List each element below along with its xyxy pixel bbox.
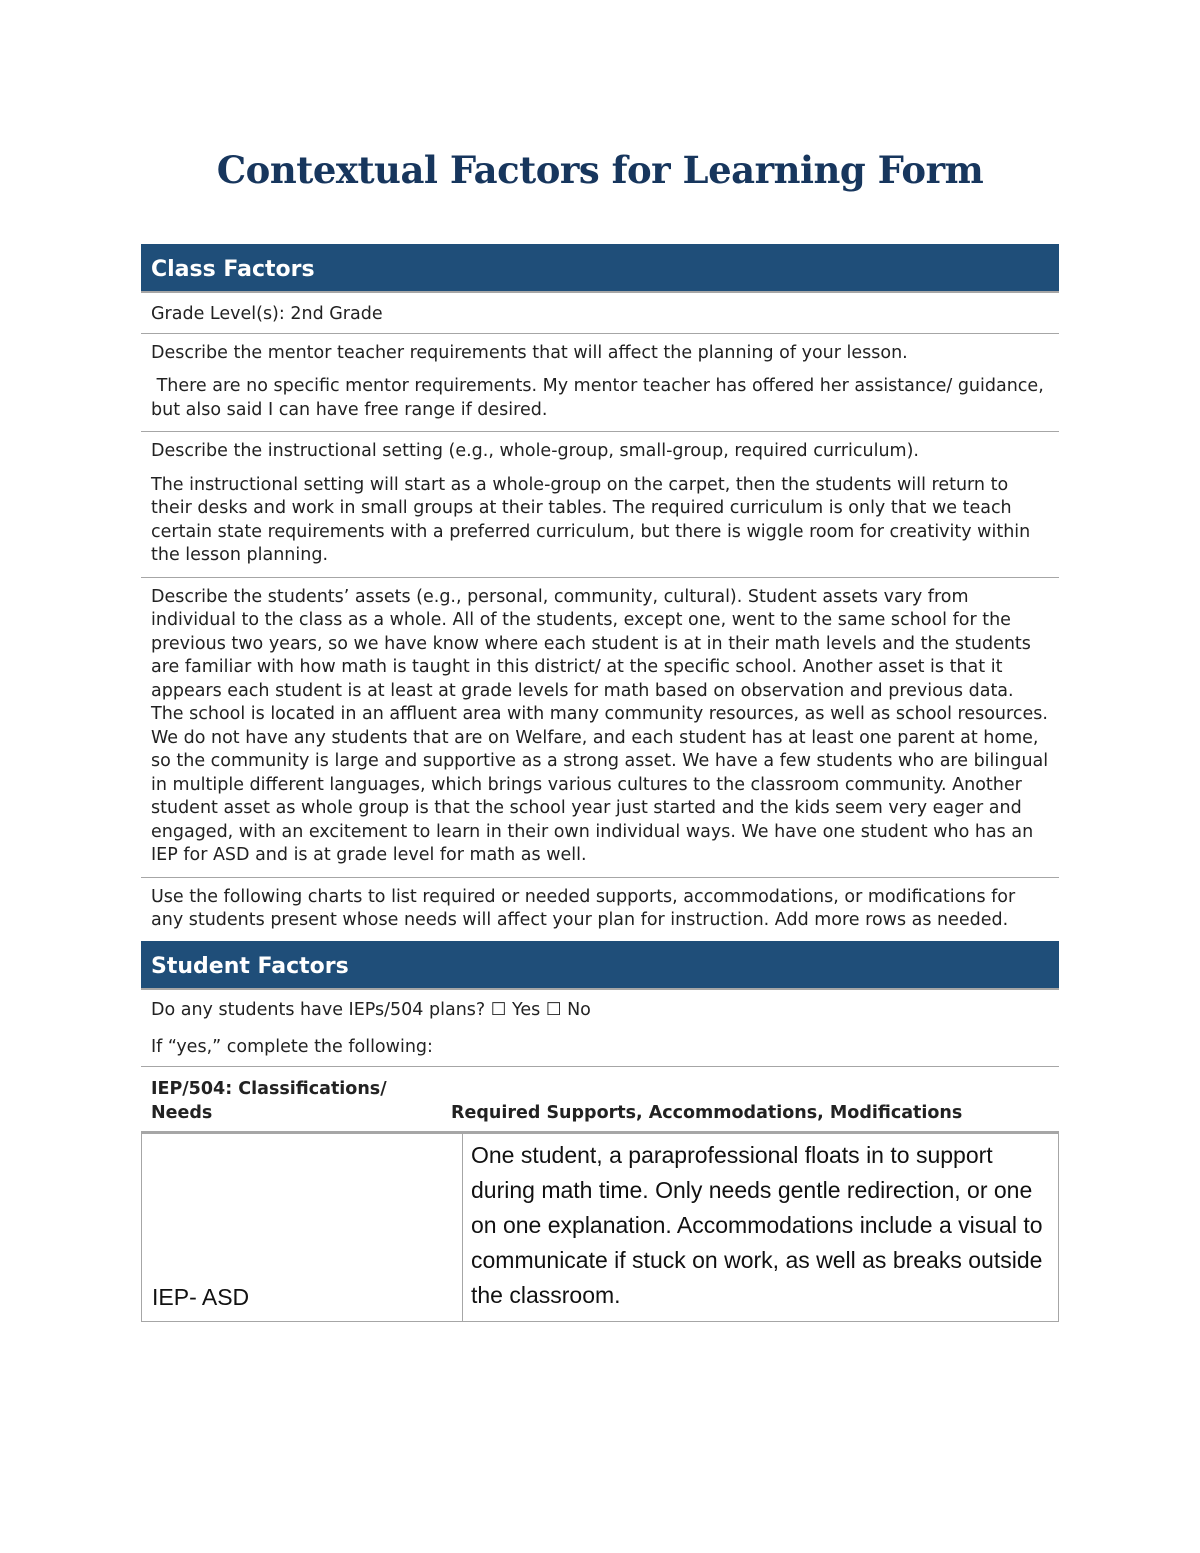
iep-classification-column-header: IEP/504: Classifications/ Needs xyxy=(151,1078,387,1123)
table-row xyxy=(142,1133,1059,1321)
page-title: Contextual Factors for Learning Form xyxy=(216,148,984,192)
student-assets-text[interactable]: Describe the students’ assets (e.g., personal, community, cultural). Student assets vary from individual to the class as a whole. All of the students, except one, went to the same school for the previous two years, so we have know where each student is at in their math levels and the students are familiar with how math is taught in this district/ at the specific school. Another asset is that it appears each student is at least at grade levels for math based on observation and previous data. The school is located in an affluent area with many community resources, as well as school resources. We do not have any students that are on Welfare, and each student has at least one parent at home, so the community is large and supportive as a strong asset. We have a few students who are bilingual in multiple different languages, which brings various cultures to the classroom community. Another student asset as whole group is that the school year just started and the kids seem very eager and engaged, with an excitement to learn in their own individual ways. We have one student who has an IEP for ASD and is at grade level for math as well. xyxy=(151,586,1049,865)
class-factors-header: Class Factors xyxy=(141,244,1059,293)
iep-question[interactable]: Do any students have IEPs/504 plans? ☐ Yes ☐ No xyxy=(151,999,591,1020)
student-assets-section xyxy=(141,578,1059,878)
iep-question-section xyxy=(141,990,1059,1066)
iep-supports-column-header: Required Supports, Accommodations, Modifications xyxy=(451,1102,963,1123)
grade-level-text: Grade Level(s): 2nd Grade xyxy=(151,304,383,324)
mentor-requirements-section xyxy=(141,334,1059,433)
charts-instructions-text: Use the following charts to list required or needed supports, accommodations, or modifications for any students present whose needs will affect your plan for instruction. Add more rows as needed. xyxy=(151,886,1016,930)
iep-table xyxy=(141,1133,1059,1322)
if-yes-text: If “yes,” complete the following: xyxy=(151,1037,433,1057)
grade-level xyxy=(141,293,1059,334)
charts-instructions xyxy=(141,878,1059,941)
student-factors-header: Student Factors xyxy=(141,941,1059,990)
iep-table-header xyxy=(141,1066,1059,1133)
mentor-answer[interactable]: There are no specific mentor requirements. My mentor teacher has offered her assistance/ guidance, but also said I can have free range if desired. xyxy=(151,376,1050,420)
iep-supports-cell[interactable]: One student, a paraprofessional floats in to support during math time. Only needs gentle redirection, or one on one explanation. Accommodations include a visual to communicate if stuck on work, as well as breaks outside the classroom. xyxy=(463,1133,1059,1321)
instructional-setting-section xyxy=(141,432,1059,578)
setting-prompt: Describe the instructional setting (e.g., whole-group, small-group, required curriculum). xyxy=(151,441,919,461)
iep-classification-cell[interactable]: IEP- ASD xyxy=(142,1133,463,1321)
mentor-prompt: Describe the mentor teacher requirements that will affect the planning of your lesson. xyxy=(151,342,908,363)
setting-answer[interactable]: The instructional setting will start as a whole-group on the carpet, then the students will return to their desks and work in small groups at their tables. The required curriculum is only that we teach certain state requirements with a preferred curriculum, but there is wiggle room for creativity within the lesson planning. xyxy=(151,474,1031,565)
contextual-factors-form xyxy=(141,244,1059,1322)
